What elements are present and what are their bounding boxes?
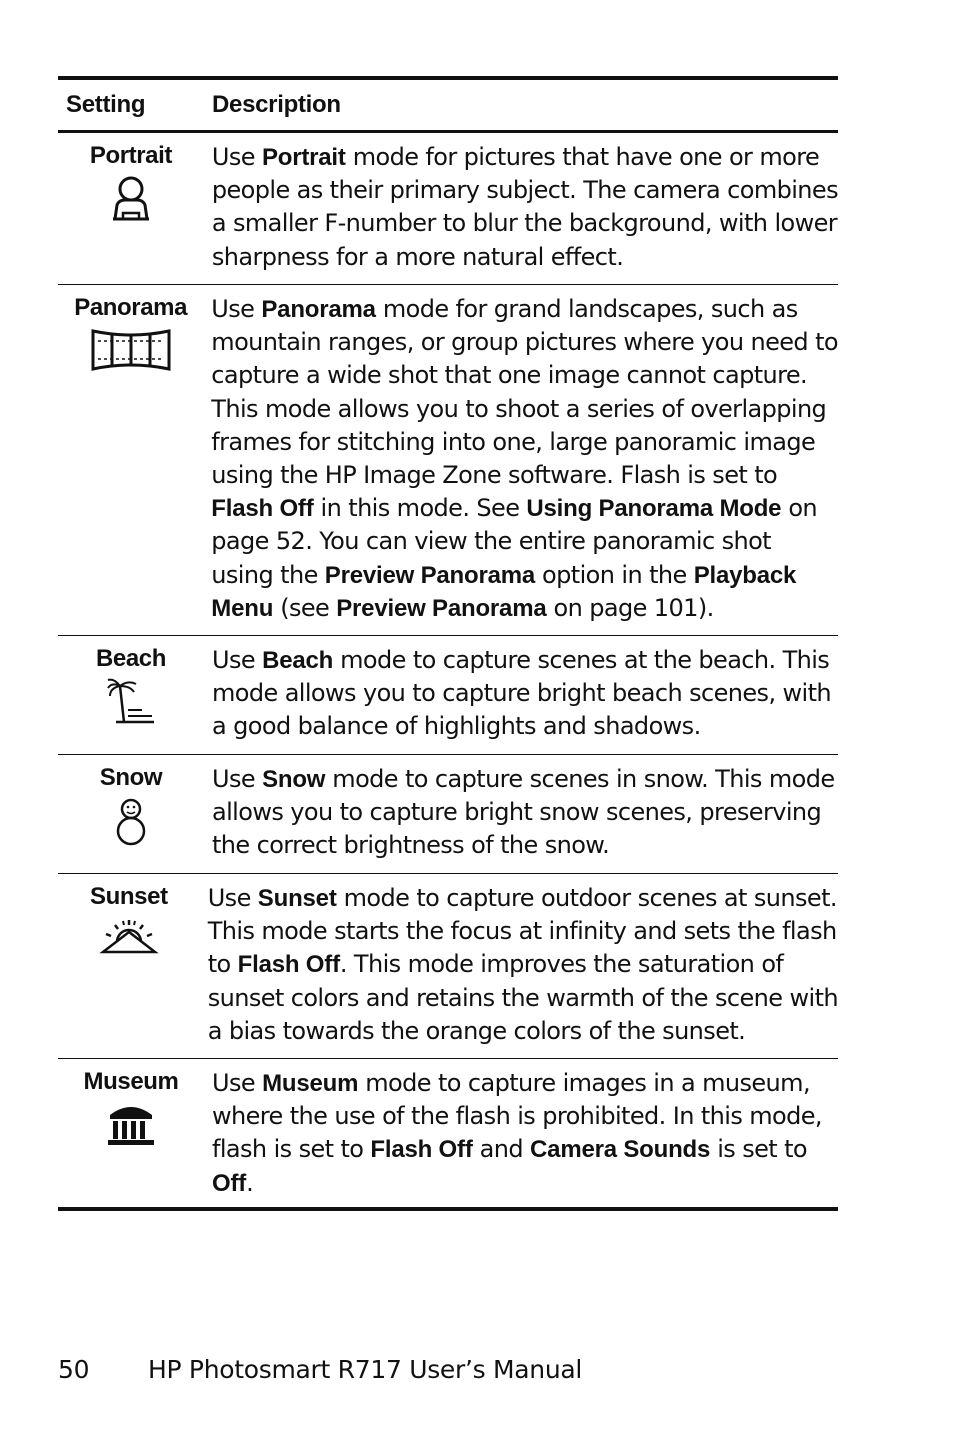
text-run: (see <box>273 593 337 622</box>
description-line <box>208 915 838 948</box>
text-run: a bias towards the orange colors of the sunset. <box>207 1016 746 1045</box>
text-run: Use <box>212 1069 263 1097</box>
description-line <box>212 1067 838 1100</box>
bold-term: Off <box>212 1169 247 1197</box>
bold-term: Using Panorama Mode <box>526 495 782 523</box>
description-line <box>212 677 838 710</box>
description-line <box>208 982 838 1015</box>
bold-term: Panorama <box>261 296 376 323</box>
panorama-icon <box>90 327 172 377</box>
setting-name: Snow <box>99 764 163 791</box>
description-line <box>211 559 838 592</box>
bold-term: Preview Panorama <box>336 594 547 622</box>
page-footer <box>58 1355 582 1384</box>
description-line <box>211 426 838 459</box>
description-line <box>212 763 838 796</box>
text-run: Use <box>212 646 263 674</box>
table-row-panorama <box>58 285 838 636</box>
bold-term: Beach <box>262 647 334 674</box>
text-run: option in the <box>535 560 694 589</box>
text-run: Use <box>212 765 263 793</box>
bold-term: Sunset <box>257 885 337 912</box>
text-run: capture a wide shot that one image cannot capture. <box>211 361 808 390</box>
table-row-snow <box>58 755 838 874</box>
table-header <box>58 80 838 133</box>
text-run: frames for stitching into one, large panoramic image <box>211 427 816 456</box>
description-line <box>211 393 838 426</box>
description-line <box>208 882 838 915</box>
description-line <box>211 525 838 558</box>
text-run: a smaller F-number to blur the background, with lower <box>211 209 838 238</box>
text-run: flash is set to <box>212 1135 371 1164</box>
text-run: This mode starts the focus at infinity and sets the flash <box>207 917 837 946</box>
description-line <box>212 1100 838 1133</box>
row-description <box>200 882 838 1058</box>
text-run: sharpness for a more natural effect. <box>211 242 624 271</box>
bold-term: Menu <box>211 594 274 622</box>
text-run: mountain ranges, or group pictures where you need to <box>211 328 838 357</box>
bold-term: Flash Off <box>370 1136 473 1164</box>
text-run: on <box>781 494 818 523</box>
header-setting: Setting <box>66 91 146 118</box>
museum-icon <box>106 1101 156 1151</box>
bold-term: Camera Sounds <box>530 1136 711 1164</box>
setting-name: Portrait <box>89 142 172 169</box>
text-run: where the use of the flash is prohibited. In this mode, <box>212 1102 822 1131</box>
bold-term: Snow <box>262 766 326 793</box>
snowman-icon <box>113 797 149 851</box>
text-run: Use <box>211 295 262 323</box>
text-run: mode for grand landscapes, such as <box>375 295 798 323</box>
setting-name: Museum <box>83 1068 179 1095</box>
text-run: Use <box>211 143 262 171</box>
description-line <box>212 644 838 677</box>
text-run: mode to capture outdoor scenes at sunset. <box>336 884 837 912</box>
text-run: This mode allows you to shoot a series of overlapping <box>211 394 827 423</box>
text-run: the correct brightness of the snow. <box>212 831 610 860</box>
description-line <box>212 1167 838 1200</box>
bold-term: Museum <box>262 1070 359 1097</box>
description-line <box>212 241 838 274</box>
description-line <box>212 174 838 207</box>
settings-table <box>58 76 838 1211</box>
description-line <box>211 592 838 625</box>
text-run: to <box>207 950 238 979</box>
row-description <box>203 293 838 635</box>
text-run: allows you to capture bright snow scenes, preserving <box>212 798 822 827</box>
bold-term: Flash Off <box>237 951 340 979</box>
manual-title: HP Photosmart R717 User’s Manual <box>148 1355 583 1384</box>
description-line <box>211 459 838 492</box>
setting-name: Beach <box>95 645 167 672</box>
bold-term: Portrait <box>261 144 346 171</box>
description-line <box>208 948 838 981</box>
text-run: Use <box>207 884 258 912</box>
text-run: on page 101). <box>546 593 714 622</box>
text-run: sunset colors and retains the warmth of the scene with <box>207 983 838 1012</box>
table-row-museum <box>58 1059 838 1207</box>
text-run: people as their primary subject. The camera combines <box>211 176 838 205</box>
description-line <box>212 796 838 829</box>
bold-term: Preview Panorama <box>324 561 536 589</box>
beach-icon <box>106 678 156 728</box>
text-run: page 52. You can view the entire panoramic shot <box>211 527 771 556</box>
text-run: mode for pictures that have one or more <box>345 143 820 171</box>
table-row-portrait <box>58 133 838 285</box>
text-run: in this mode. See <box>313 494 527 523</box>
text-run: mode to capture scenes in snow. This mode <box>325 765 835 793</box>
description-line <box>212 207 838 240</box>
text-run: is set to <box>710 1135 808 1164</box>
text-run: mode to capture images in a museum, <box>358 1069 810 1097</box>
description-line <box>212 829 838 862</box>
description-line <box>211 293 838 326</box>
description-line <box>211 326 838 359</box>
row-description <box>204 644 838 754</box>
table-row-beach <box>58 636 838 755</box>
text-run: mode allows you to capture bright beach scenes, with <box>212 679 832 708</box>
table-row-sunset <box>58 874 838 1059</box>
text-run: mode to capture scenes at the beach. This <box>333 646 830 674</box>
description-line <box>212 141 838 174</box>
setting-name: Panorama <box>74 294 188 321</box>
text-run: . This mode improves the saturation of <box>339 950 784 979</box>
description-line <box>208 1015 838 1048</box>
setting-name: Sunset <box>90 883 168 910</box>
description-line <box>211 492 838 525</box>
text-run: and <box>472 1135 531 1164</box>
page-number: 50 <box>58 1355 90 1384</box>
portrait-icon <box>109 175 153 227</box>
description-line <box>212 1133 838 1166</box>
text-run: . <box>246 1168 254 1197</box>
header-description: Description <box>212 91 341 118</box>
description-line <box>212 710 838 743</box>
description-line <box>211 359 838 392</box>
text-run: using the HP Image Zone software. Flash is set to <box>211 461 778 490</box>
bold-term: Playback <box>693 561 797 589</box>
bold-term: Flash Off <box>211 495 314 523</box>
row-description <box>204 763 838 873</box>
row-description <box>204 1067 838 1207</box>
row-description <box>204 141 838 284</box>
text-run: using the <box>211 560 325 589</box>
sunset-icon <box>99 916 159 960</box>
text-run: a good balance of highlights and shadows. <box>212 712 701 741</box>
